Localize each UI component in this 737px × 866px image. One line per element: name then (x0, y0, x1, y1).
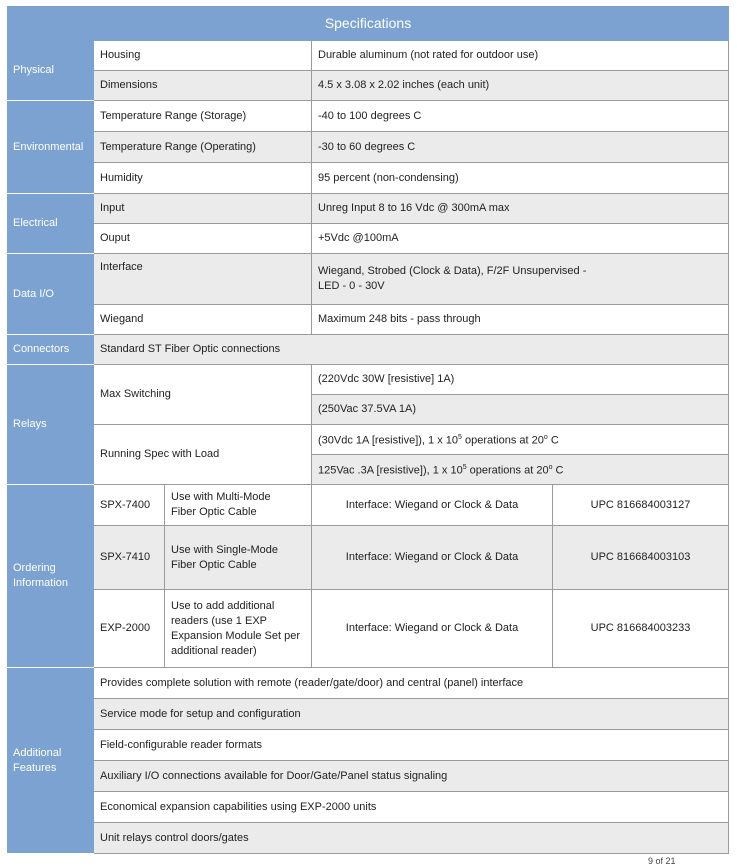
table-row (8, 224, 729, 254)
page-number: 9 of 21 (648, 856, 676, 866)
degree-symbol: o (548, 464, 553, 472)
row-value: 95 percent (non-condensing) (312, 163, 729, 194)
row-value: -30 to 60 degrees C (312, 132, 729, 163)
value-text: 125Vac .3A [resistive]), 1 x 10 (318, 464, 463, 477)
row-value: Standard ST Fiber Optic connections (94, 335, 729, 365)
feature-item: Economical expansion capabilities using EXP-2000 units (94, 792, 729, 823)
feature-item: Service mode for setup and configuration (94, 699, 729, 730)
part-interface: Interface: Wiegand or Clock & Data (312, 526, 553, 590)
table-row (8, 163, 729, 194)
row-value: Unreg Input 8 to 16 Vdc @ 300mA max (312, 194, 729, 224)
part-interface: Interface: Wiegand or Clock & Data (312, 590, 553, 668)
description-line: Fiber Optic Cable (171, 558, 257, 571)
part-upc: UPC 816684003233 (553, 590, 729, 668)
description-line: Expansion Module Set per (171, 629, 301, 642)
row-value: +5Vdc @100mA (312, 224, 729, 254)
table-row (8, 132, 729, 163)
part-number: EXP-2000 (94, 590, 165, 668)
exponent: 5 (458, 434, 462, 442)
table-row (8, 41, 729, 71)
category-line: Information (13, 577, 69, 589)
row-value-line: LED - 0 - 30V (318, 280, 385, 292)
row-label: Humidity (94, 163, 312, 194)
table-row (8, 526, 729, 590)
category-environmental: Environmental (8, 101, 94, 194)
row-label: Ouput (94, 224, 312, 254)
description-line: Use with Single-Mode (171, 543, 278, 556)
category-line: Ordering (13, 562, 56, 574)
row-label: Max Switching (94, 365, 312, 425)
row-label: Running Spec with Load (94, 425, 312, 485)
specifications-table (7, 6, 729, 854)
part-description (165, 526, 312, 590)
value-text: (30Vdc 1A [resistive]), 1 x 10 (318, 434, 459, 447)
description-line: Fiber Optic Cable (171, 506, 257, 518)
table-row (8, 730, 729, 761)
description-line: additional reader) (171, 644, 257, 657)
category-line: Additional (13, 746, 62, 759)
part-description (165, 485, 312, 526)
category-ordering (8, 485, 94, 668)
table-row (8, 194, 729, 224)
feature-item: Auxiliary I/O connections available for Door/Gate/Panel status signaling (94, 761, 729, 792)
feature-item: Unit relays control doors/gates (94, 823, 729, 854)
category-relays: Relays (8, 365, 94, 485)
row-value: (250Vac 37.5VA 1A) (312, 395, 729, 425)
row-label: Dimensions (94, 71, 312, 101)
part-interface: Interface: Wiegand or Clock & Data (312, 485, 553, 526)
row-value: Maximum 248 bits - pass through (312, 305, 729, 335)
row-value: (220Vdc 30W [resistive] 1A) (312, 365, 729, 395)
row-value: Durable aluminum (not rated for outdoor use) (312, 41, 729, 71)
feature-item: Field-configurable reader formats (94, 730, 729, 761)
value-text: operations at 20 (461, 434, 544, 447)
row-value (312, 425, 729, 455)
table-row (8, 305, 729, 335)
feature-item: Provides complete solution with remote (reader/gate/door) and central (panel) interface (94, 668, 729, 699)
table-row (8, 668, 729, 699)
table-row (8, 699, 729, 730)
table-row (8, 485, 729, 526)
table-row (8, 823, 729, 854)
category-data-io: Data I/O (8, 254, 94, 335)
part-upc: UPC 816684003127 (553, 485, 729, 526)
row-value (312, 455, 729, 485)
part-number: SPX-7400 (94, 485, 165, 526)
row-value: -40 to 100 degrees C (312, 101, 729, 132)
row-label: Temperature Range (Storage) (94, 101, 312, 132)
description-line: Use with Multi-Mode (171, 491, 271, 503)
row-label: Interface (94, 254, 312, 305)
row-label: Housing (94, 41, 312, 71)
category-connectors: Connectors (8, 335, 94, 365)
degree-symbol: o (543, 434, 548, 442)
description-line: readers (use 1 EXP (171, 614, 267, 627)
part-upc: UPC 816684003103 (553, 526, 729, 590)
value-text: C (547, 434, 559, 447)
table-row (8, 335, 729, 365)
category-electrical: Electrical (8, 194, 94, 254)
table-row (8, 792, 729, 823)
row-value: 4.5 x 3.08 x 2.02 inches (each unit) (312, 71, 729, 101)
value-text: C (552, 464, 564, 477)
category-line: Features (13, 761, 57, 774)
exponent: 5 (462, 464, 467, 472)
table-row (8, 761, 729, 792)
table-row (8, 365, 729, 395)
table-row (8, 254, 729, 305)
value-text: operations at 20 (466, 464, 549, 477)
category-physical: Physical (8, 41, 94, 101)
part-description (165, 590, 312, 668)
row-label: Input (94, 194, 312, 224)
table-row (8, 71, 729, 101)
row-label: Wiegand (94, 305, 312, 335)
part-number: SPX-7410 (94, 526, 165, 590)
row-value-line: Wiegand, Strobed (Clock & Data), F/2F Unsupervised - (318, 265, 587, 277)
category-additional (8, 668, 94, 854)
row-value (312, 254, 729, 305)
table-row (8, 101, 729, 132)
title-row (8, 7, 729, 41)
row-label: Temperature Range (Operating) (94, 132, 312, 163)
table-row (8, 590, 729, 668)
table-row (8, 425, 729, 455)
table-title: Specifications (8, 7, 729, 41)
description-line: Use to add additional (171, 599, 275, 612)
